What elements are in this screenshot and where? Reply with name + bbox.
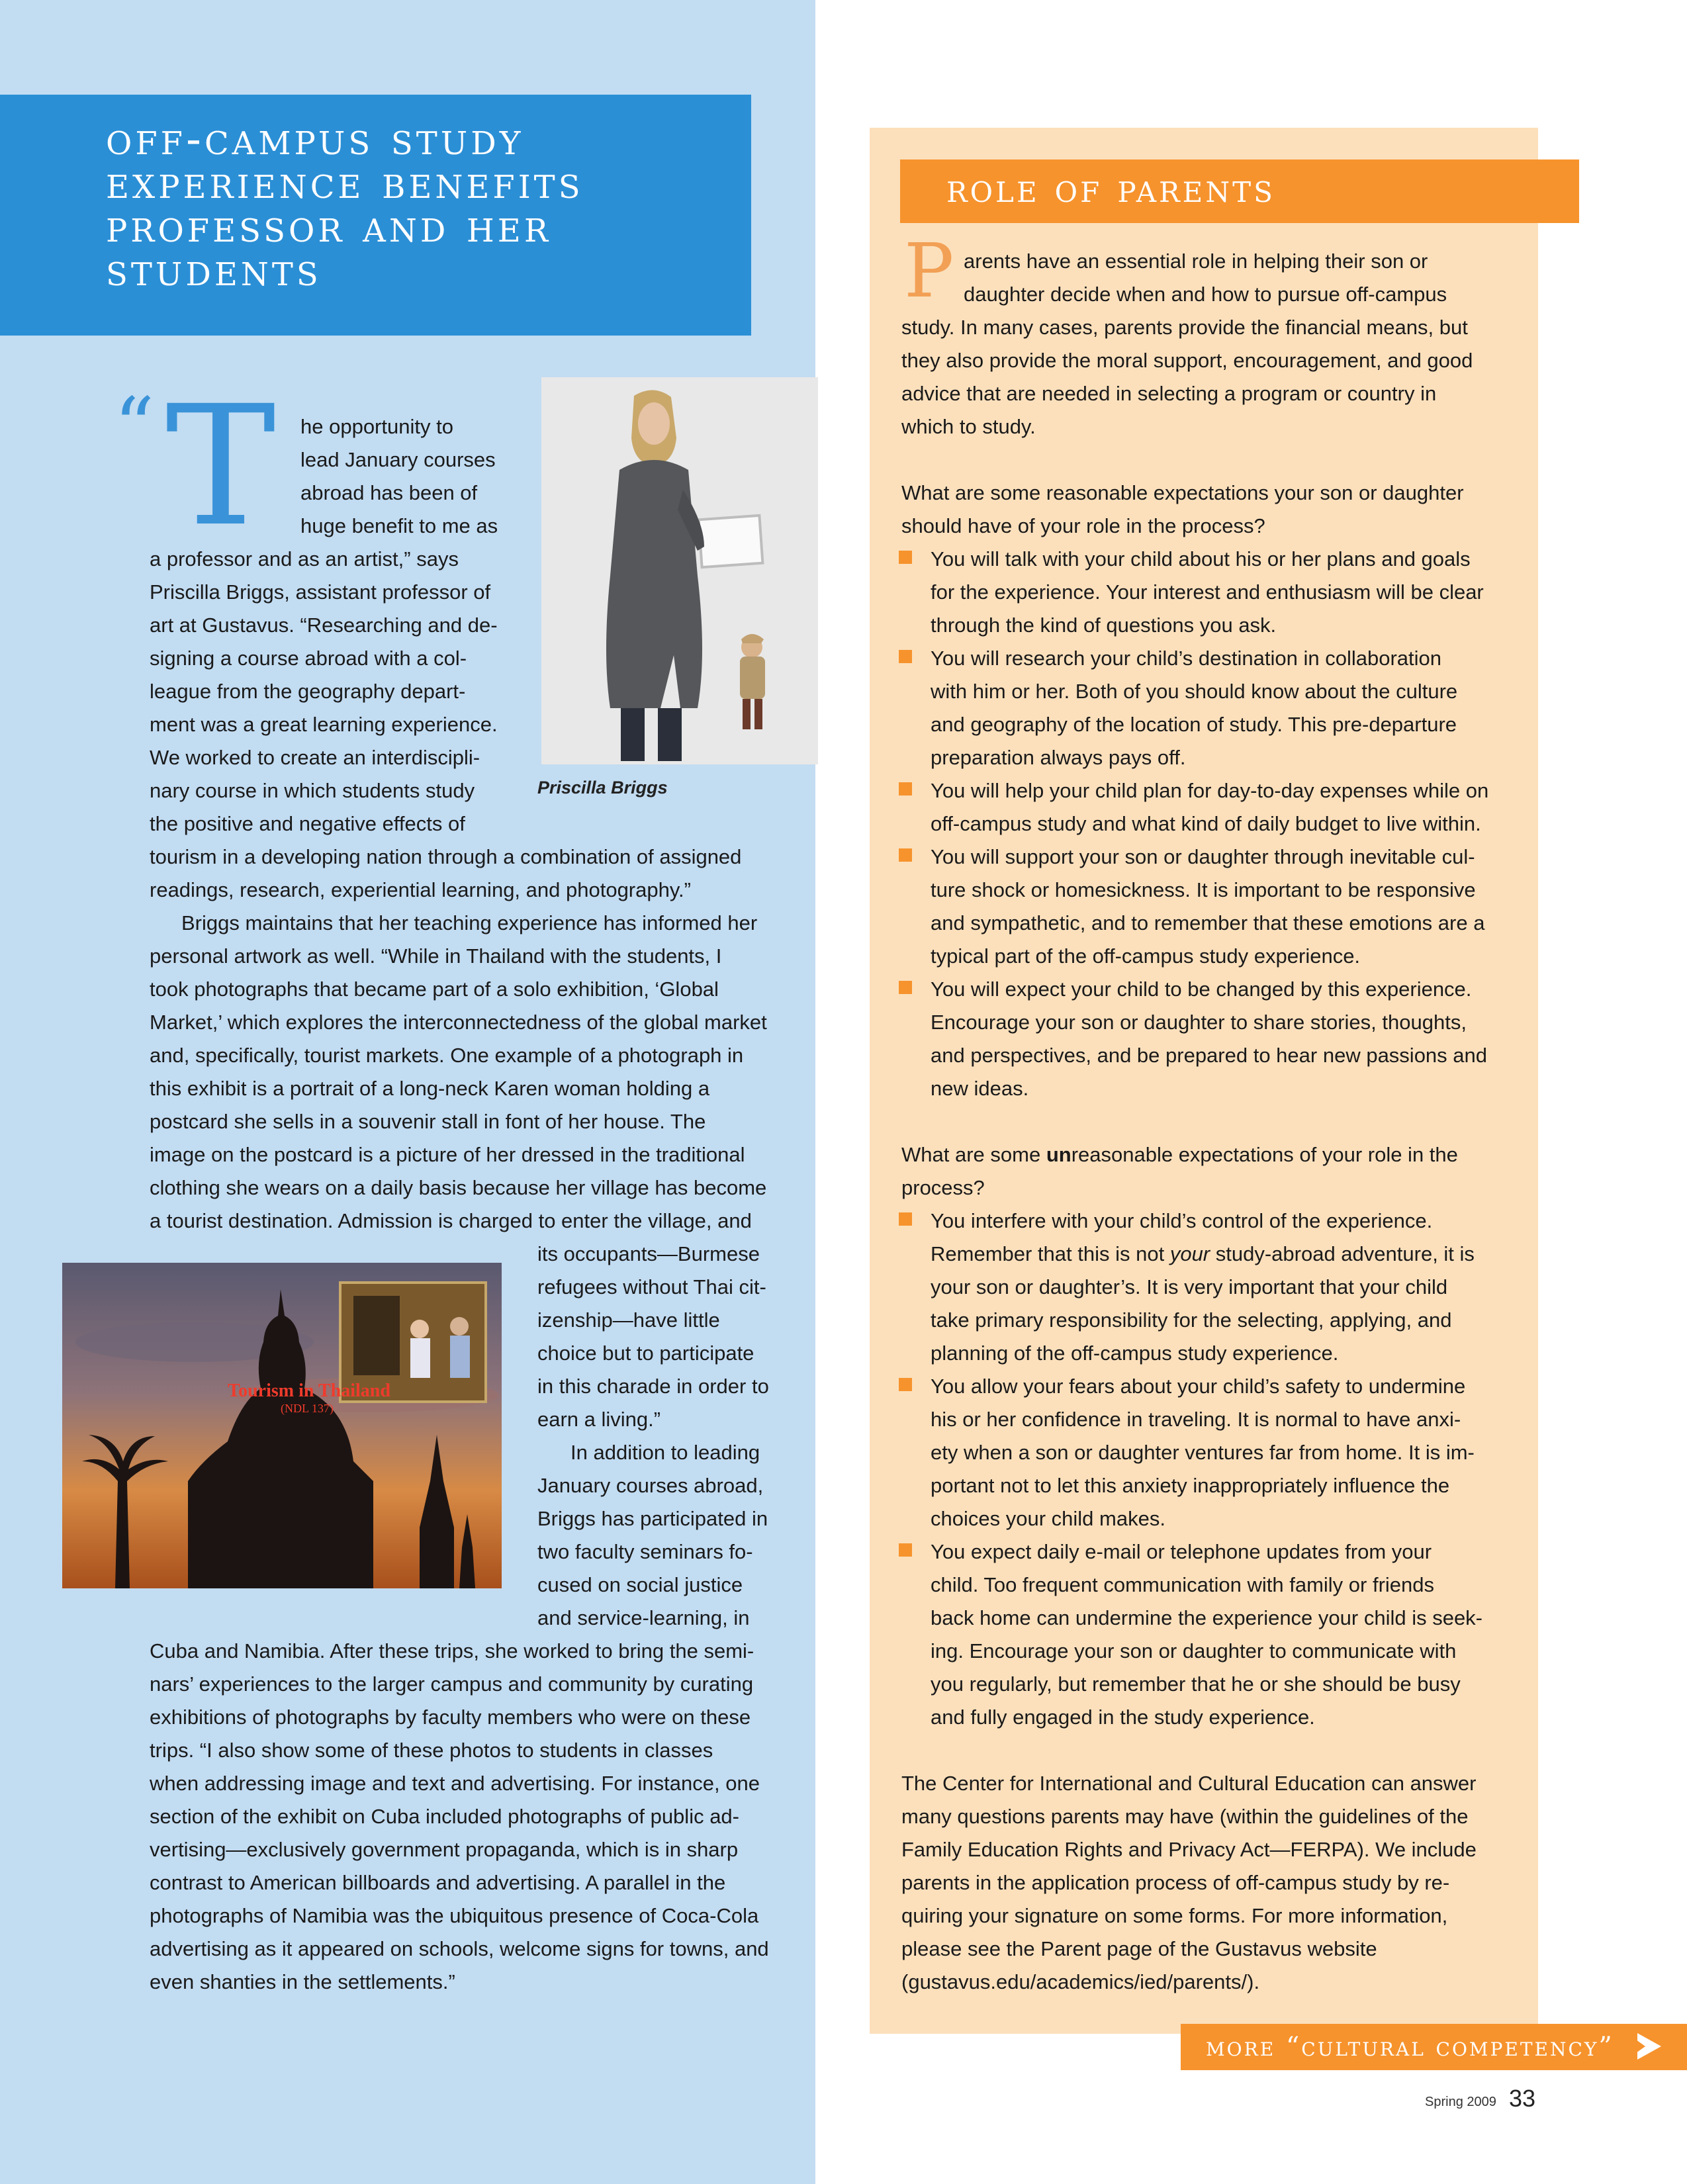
sidebar-line: You expect daily e-mail or telephone updates from your xyxy=(931,1540,1432,1563)
sidebar-line: daughter decide when and how to pursue off-campus xyxy=(964,283,1447,306)
sidebar-line: You will talk with your child about his or her plans and goals xyxy=(931,547,1471,570)
article-line: tourism in a developing nation through a combination of assigned xyxy=(150,845,742,868)
article-line: Priscilla Briggs, assistant professor of xyxy=(150,580,491,604)
sidebar-line: Family Education Rights and Privacy Act—FERPA). We include xyxy=(901,1838,1477,1861)
article-line: advertising as it appeared on schools, welcome signs for towns, and xyxy=(150,1937,769,1960)
sidebar-line: You interfere with your child’s control of the experience. xyxy=(931,1209,1433,1232)
article-line: section of the exhibit on Cuba included photographs of public ad- xyxy=(150,1805,739,1828)
sidebar-line: Encourage your son or daughter to share stories, thoughts, xyxy=(931,1011,1467,1034)
thailand-silhouette-illustration xyxy=(62,1263,502,1588)
article-title-line: off-campus study xyxy=(106,113,524,165)
bullet-square xyxy=(899,848,912,862)
sidebar-title: role of parents xyxy=(946,165,1275,212)
drop-cap-p: P xyxy=(904,228,954,314)
sidebar-line: please see the Parent page of the Gustavus website xyxy=(901,1937,1377,1960)
sidebar-line: (gustavus.edu/academics/ied/parents/). xyxy=(901,1970,1260,1993)
article-line: in this charade in order to xyxy=(537,1375,769,1398)
sidebar-line: your son or daughter’s. It is very important that your child xyxy=(931,1275,1448,1298)
article-line: exhibitions of photographs by faculty members who were on these xyxy=(150,1706,751,1729)
sidebar-line: should have of your role in the process? xyxy=(901,514,1265,537)
sidebar-line: process? xyxy=(901,1176,985,1199)
sidebar-line: preparation always pays off. xyxy=(931,746,1186,769)
sidebar-line: his or her confidence in traveling. It is normal to have anxi- xyxy=(931,1408,1461,1431)
article-line: ment was a great learning experience. xyxy=(150,713,498,736)
photo-title-text: Tourism in Thailand xyxy=(228,1381,390,1401)
article-line: postcard she sells in a souvenir stall in font of her house. The xyxy=(150,1110,706,1133)
sidebar-line: which to study. xyxy=(901,415,1036,438)
sidebar-line: advice that are needed in selecting a program or country in xyxy=(901,382,1437,405)
sidebar-text: Remember that this is not xyxy=(931,1242,1170,1265)
article-line: huge benefit to me as xyxy=(300,514,498,537)
sidebar-line: many questions parents may have (within the guidelines of the xyxy=(901,1805,1469,1828)
article-line: lead January courses xyxy=(300,448,496,471)
article-title xyxy=(106,113,741,296)
sidebar-line: ety when a son or daughter ventures far from home. It is im- xyxy=(931,1441,1475,1464)
article-line: refugees without Thai cit- xyxy=(537,1275,766,1298)
sidebar-line: You will support your son or daughter through inevitable cul- xyxy=(931,845,1475,868)
article-line: personal artwork as well. “While in Thailand with the students, I xyxy=(150,944,722,968)
article-line: clothing she wears on a daily basis because her village has become xyxy=(150,1176,767,1199)
sidebar-line: with him or her. Both of you should know about the culture xyxy=(931,680,1458,703)
article-line: contrast to American billboards and advertising. A parallel in the xyxy=(150,1871,726,1894)
sidebar-text: reasonable expectations of your role in the xyxy=(1071,1143,1458,1166)
article-line: cused on social justice xyxy=(537,1573,743,1596)
article-line: its occupants—Burmese xyxy=(537,1242,760,1265)
opening-quote-mark: “ xyxy=(114,381,155,473)
sidebar-line: planning of the off-campus study experience. xyxy=(931,1342,1339,1365)
tourism-in-thailand-photo xyxy=(62,1263,502,1588)
article-title-line: experience benefits xyxy=(106,157,584,209)
sidebar-line: portant not to let this anxiety inappropriately influence the xyxy=(931,1474,1450,1497)
sidebar-line: back home can undermine the experience your child is seek- xyxy=(931,1606,1483,1629)
sidebar-line: ing. Encourage your son or daughter to communicate with xyxy=(931,1639,1457,1662)
issue-season: Spring 2009 xyxy=(1425,2095,1496,2109)
sidebar-line: quiring your signature on some forms. For more information, xyxy=(901,1904,1448,1927)
sidebar-line: and geography of the location of study. This pre-departure xyxy=(931,713,1457,736)
portrait-illustration xyxy=(541,377,818,764)
article-line: abroad has been of xyxy=(300,481,478,504)
continued-link-label[interactable]: more “cultural competency” xyxy=(1206,2032,1614,2062)
article-line: nary course in which students study xyxy=(150,779,475,802)
sidebar-line: through the kind of questions you ask. xyxy=(931,614,1277,637)
sidebar-line: arents have an essential role in helping their son or xyxy=(964,250,1428,273)
article-line: earn a living.” xyxy=(537,1408,661,1431)
sidebar-line: The Center for International and Cultural Education can answer xyxy=(901,1772,1477,1795)
sidebar-text: What are some xyxy=(901,1143,1046,1166)
photo-subtitle-text: (NDL 137) xyxy=(281,1402,334,1415)
sidebar-line: parents in the application process of off-campus study by re- xyxy=(901,1871,1450,1894)
bullet-square xyxy=(899,650,912,663)
article-line: a professor and as an artist,” says xyxy=(150,547,459,570)
article-line: izenship—have little xyxy=(537,1308,720,1332)
article-line: the positive and negative effects of xyxy=(150,812,465,835)
sidebar-line: off-campus study and what kind of daily budget to live within. xyxy=(931,812,1481,835)
bullet-square xyxy=(899,551,912,564)
sidebar-line: they also provide the moral support, encouragement, and good xyxy=(901,349,1473,372)
sidebar-line: You allow your fears about your child’s safety to undermine xyxy=(931,1375,1466,1398)
sidebar-line: and sympathetic, and to remember that these emotions are a xyxy=(931,911,1485,934)
sidebar-line: new ideas. xyxy=(931,1077,1029,1100)
article-line: choice but to participate xyxy=(537,1342,754,1365)
sidebar-line: child. Too frequent communication with family or friends xyxy=(931,1573,1434,1596)
bullet-square xyxy=(899,1378,912,1391)
article-line: nars’ experiences to the larger campus and community by curating xyxy=(150,1672,754,1696)
article-line: Cuba and Namibia. After these trips, she worked to bring the semi- xyxy=(150,1639,754,1662)
bullet-square xyxy=(899,1212,912,1226)
bullet-square xyxy=(899,981,912,994)
sidebar-line: ture shock or homesickness. It is important to be responsive xyxy=(931,878,1476,901)
sidebar-line: typical part of the off-campus study experience. xyxy=(931,944,1361,968)
emphasis-un: un xyxy=(1046,1143,1071,1166)
sidebar-line xyxy=(931,1238,1475,1271)
article-line: art at Gustavus. “Researching and de- xyxy=(150,614,498,637)
sidebar-line: take primary responsibility for the selecting, applying, and xyxy=(931,1308,1452,1332)
sidebar-line: choices your child makes. xyxy=(931,1507,1165,1530)
article-line: vertising—exclusively government propaganda, which is in sharp xyxy=(150,1838,739,1861)
article-line: and, specifically, tourist markets. One example of a photograph in xyxy=(150,1044,744,1067)
sidebar-line: You will research your child’s destination in collaboration xyxy=(931,647,1442,670)
article-line: this exhibit is a portrait of a long-neck Karen woman holding a xyxy=(150,1077,710,1100)
article-line: Briggs maintains that her teaching experience has informed her xyxy=(181,911,758,934)
sidebar-line: What are some reasonable expectations your son or daughter xyxy=(901,481,1464,504)
article-line: readings, research, experiential learning, and photography.” xyxy=(150,878,691,901)
drop-cap-t: T xyxy=(165,370,276,563)
article-line: Market,’ which explores the interconnectedness of the global market xyxy=(150,1011,767,1034)
arrow-notch-shape xyxy=(1636,2040,1645,2053)
article-line: took photographs that became part of a solo exhibition, ‘Global xyxy=(150,978,719,1001)
sidebar-line: you regularly, but remember that he or she should be busy xyxy=(931,1672,1461,1696)
page-number: 33 xyxy=(1509,2085,1536,2112)
photo-caption: Priscilla Briggs xyxy=(537,778,668,797)
article-line: Briggs has participated in xyxy=(537,1507,768,1530)
article-line: when addressing image and text and advertising. For instance, one xyxy=(150,1772,760,1795)
article-line: trips. “I also show some of these photos to students in classes xyxy=(150,1739,713,1762)
article-line: two faculty seminars fo- xyxy=(537,1540,753,1563)
sidebar-line: and fully engaged in the study experience. xyxy=(931,1706,1315,1729)
article-title-line: professor and her xyxy=(106,201,551,253)
article-line: image on the postcard is a picture of her dressed in the traditional xyxy=(150,1143,745,1166)
article-line: photographs of Namibia was the ubiquitous presence of Coca-Cola xyxy=(150,1904,759,1927)
sidebar-text: study-abroad adventure, it is xyxy=(1210,1242,1475,1265)
sidebar-line: You will help your child plan for day-to-day expenses while on xyxy=(931,779,1489,802)
sidebar-line: You will expect your child to be changed by this experience. xyxy=(931,978,1472,1001)
article-line: he opportunity to xyxy=(300,415,453,438)
article-title-line: students xyxy=(106,244,322,296)
sidebar-line: for the experience. Your interest and enthusiasm will be clear xyxy=(931,580,1484,604)
article-line: January courses abroad, xyxy=(537,1474,764,1497)
sidebar-line: study. In many cases, parents provide the financial means, but xyxy=(901,316,1468,339)
article-line: We worked to create an interdiscipli- xyxy=(150,746,480,769)
article-line: league from the geography depart- xyxy=(150,680,466,703)
bullet-square xyxy=(899,782,912,796)
bullet-square xyxy=(899,1543,912,1557)
article-line: a tourist destination. Admission is charged to enter the village, and xyxy=(150,1209,752,1232)
article-line: even shanties in the settlements.” xyxy=(150,1970,455,1993)
sidebar-line: and perspectives, and be prepared to hear new passions and xyxy=(931,1044,1488,1067)
article-line: and service-learning, in xyxy=(537,1606,750,1629)
priscilla-briggs-photo xyxy=(541,377,818,764)
article-line: In addition to leading xyxy=(570,1441,760,1464)
emphasis-your: your xyxy=(1169,1242,1210,1265)
sidebar-line xyxy=(901,1138,1458,1171)
article-line: signing a course abroad with a col- xyxy=(150,647,467,670)
